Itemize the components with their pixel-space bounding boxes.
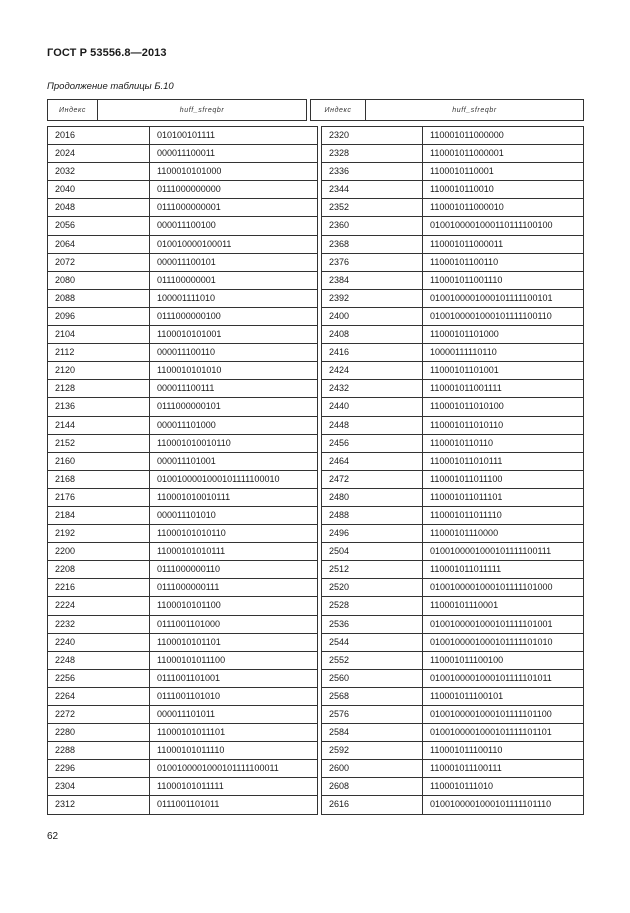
code-cell: 0100100001000101111100011: [150, 760, 318, 778]
index-cell: 2144: [48, 416, 150, 434]
code-cell: 110001011001111: [423, 380, 584, 398]
index-cell: 2288: [48, 742, 150, 760]
table-row: [48, 181, 584, 199]
table-row: [48, 289, 584, 307]
code-cell: 1100010101010: [150, 362, 318, 380]
table-row: [48, 127, 584, 145]
index-cell: 2296: [48, 760, 150, 778]
index-cell: 2152: [48, 434, 150, 452]
code-cell: 1100010110010: [423, 181, 584, 199]
index-cell: 2376: [322, 253, 423, 271]
index-cell: 2592: [322, 742, 423, 760]
table-row: [48, 217, 584, 235]
index-cell: 2224: [48, 597, 150, 615]
code-cell: 11000101011101: [150, 724, 318, 742]
code-cell: 11000101101000: [423, 326, 584, 344]
column-header-index-left: Индекс: [48, 100, 98, 121]
table-row: [48, 778, 584, 796]
index-cell: 2216: [48, 579, 150, 597]
table-row: [48, 579, 584, 597]
table-row: [48, 434, 584, 452]
table-row: [48, 307, 584, 325]
index-cell: 2264: [48, 687, 150, 705]
index-cell: 2120: [48, 362, 150, 380]
table-row: [48, 344, 584, 362]
index-cell: 2456: [322, 434, 423, 452]
index-cell: 2472: [322, 470, 423, 488]
index-cell: 2104: [48, 326, 150, 344]
index-cell: 2568: [322, 687, 423, 705]
index-cell: 2040: [48, 181, 150, 199]
index-cell: 2544: [322, 633, 423, 651]
code-cell: 110001011100100: [423, 651, 584, 669]
code-table: [47, 126, 584, 815]
table-row: [48, 543, 584, 561]
code-cell: 0111000000001: [150, 199, 318, 217]
code-cell: 1100010110110: [423, 434, 584, 452]
code-cell: 0100100001000101111100111: [423, 543, 584, 561]
code-cell: 110001011011111: [423, 561, 584, 579]
table-row: [48, 724, 584, 742]
code-cell: 0100100001000101111101100: [423, 706, 584, 724]
index-cell: 2280: [48, 724, 150, 742]
index-cell: 2136: [48, 398, 150, 416]
table-row: [48, 253, 584, 271]
table-row: [48, 235, 584, 253]
code-cell: 110001011011101: [423, 488, 584, 506]
index-cell: 2368: [322, 235, 423, 253]
index-cell: 2024: [48, 145, 150, 163]
code-cell: 11000101110000: [423, 525, 584, 543]
index-cell: 2016: [48, 127, 150, 145]
code-cell: 0111001101010: [150, 687, 318, 705]
code-cell: 000011100110: [150, 344, 318, 362]
column-header-code-right: huff_sfreqbr: [366, 100, 584, 121]
code-cell: 0111000000110: [150, 561, 318, 579]
table-row: [48, 633, 584, 651]
code-cell: 1100010101100: [150, 597, 318, 615]
table-row: [48, 488, 584, 506]
table-row: [48, 199, 584, 217]
code-cell: 0100100001000101111100010: [150, 470, 318, 488]
index-cell: 2520: [322, 579, 423, 597]
index-cell: 2352: [322, 199, 423, 217]
table-row: [48, 416, 584, 434]
table-row: [48, 506, 584, 524]
code-cell: 0100100001000101111101010: [423, 633, 584, 651]
document-title: ГОСТ Р 53556.8—2013: [47, 47, 167, 59]
index-cell: 2384: [322, 271, 423, 289]
index-cell: 2272: [48, 706, 150, 724]
table-row: [48, 742, 584, 760]
code-cell: 0111001101001: [150, 669, 318, 687]
index-cell: 2424: [322, 362, 423, 380]
index-cell: 2512: [322, 561, 423, 579]
index-cell: 2608: [322, 778, 423, 796]
code-cell: 0100100001000101111101110: [423, 796, 584, 814]
index-cell: 2208: [48, 561, 150, 579]
code-cell: 10000111110110: [423, 344, 584, 362]
code-cell: 110001011010100: [423, 398, 584, 416]
index-cell: 2528: [322, 597, 423, 615]
code-cell: 11000101011111: [150, 778, 318, 796]
index-cell: 2464: [322, 452, 423, 470]
index-cell: 2584: [322, 724, 423, 742]
code-cell: 110001011100101: [423, 687, 584, 705]
table-row: [48, 615, 584, 633]
code-cell: 110001010010110: [150, 434, 318, 452]
code-cell: 110001010010111: [150, 488, 318, 506]
code-cell: 000011101011: [150, 706, 318, 724]
index-cell: 2304: [48, 778, 150, 796]
code-cell: 0100100001000110111100100: [423, 217, 584, 235]
index-cell: 2048: [48, 199, 150, 217]
code-cell: 110001011000000: [423, 127, 584, 145]
table-row: [48, 687, 584, 705]
code-cell: 11000101110001: [423, 597, 584, 615]
code-cell: 100001111010: [150, 289, 318, 307]
table-row: [48, 145, 584, 163]
code-cell: 0111000000000: [150, 181, 318, 199]
index-cell: 2448: [322, 416, 423, 434]
table-row: [48, 651, 584, 669]
index-cell: 2616: [322, 796, 423, 814]
index-cell: 2088: [48, 289, 150, 307]
table-caption: Продолжение таблицы Б.10: [47, 81, 174, 92]
index-cell: 2536: [322, 615, 423, 633]
column-header-code-left: huff_sfreqbr: [98, 100, 307, 121]
code-cell: 1100010101101: [150, 633, 318, 651]
table-row: [48, 271, 584, 289]
code-cell: 110001011011110: [423, 506, 584, 524]
code-cell: 000011101001: [150, 452, 318, 470]
index-cell: 2176: [48, 488, 150, 506]
table-row: [48, 796, 584, 814]
index-cell: 2392: [322, 289, 423, 307]
code-cell: 11000101101001: [423, 362, 584, 380]
index-cell: 2360: [322, 217, 423, 235]
code-cell: 010100101111: [150, 127, 318, 145]
index-cell: 2600: [322, 760, 423, 778]
index-cell: 2504: [322, 543, 423, 561]
index-cell: 2488: [322, 506, 423, 524]
index-cell: 2576: [322, 706, 423, 724]
code-cell: 0100100001000101111100110: [423, 307, 584, 325]
index-cell: 2184: [48, 506, 150, 524]
index-cell: 2168: [48, 470, 150, 488]
code-cell: 0111001101000: [150, 615, 318, 633]
page-number: 62: [47, 831, 59, 842]
index-cell: 2408: [322, 326, 423, 344]
index-cell: 2232: [48, 615, 150, 633]
table-row: [48, 470, 584, 488]
code-cell: 1100010101000: [150, 163, 318, 181]
index-cell: 2256: [48, 669, 150, 687]
index-cell: 2552: [322, 651, 423, 669]
code-cell: 11000101010111: [150, 543, 318, 561]
code-cell: 000011101010: [150, 506, 318, 524]
code-cell: 0100100001000101111101000: [423, 579, 584, 597]
code-cell: 110001011100111: [423, 760, 584, 778]
code-cell: 010010000100011: [150, 235, 318, 253]
index-cell: 2096: [48, 307, 150, 325]
table-row: [48, 525, 584, 543]
index-cell: 2160: [48, 452, 150, 470]
table-header: [47, 99, 584, 121]
table-row: [48, 362, 584, 380]
index-cell: 2312: [48, 796, 150, 814]
table-row: [48, 561, 584, 579]
code-cell: 000011100100: [150, 217, 318, 235]
code-cell: 110001011000001: [423, 145, 584, 163]
code-cell: 110001011001110: [423, 271, 584, 289]
code-cell: 11000101010110: [150, 525, 318, 543]
index-cell: 2480: [322, 488, 423, 506]
index-cell: 2072: [48, 253, 150, 271]
index-cell: 2336: [322, 163, 423, 181]
code-cell: 11000101011100: [150, 651, 318, 669]
code-cell: 110001011000010: [423, 199, 584, 217]
code-cell: 0100100001000101111101001: [423, 615, 584, 633]
index-cell: 2560: [322, 669, 423, 687]
code-cell: 0111000000111: [150, 579, 318, 597]
code-cell: 110001011011100: [423, 470, 584, 488]
index-cell: 2440: [322, 398, 423, 416]
code-cell: 1100010101001: [150, 326, 318, 344]
table-row: [48, 398, 584, 416]
index-cell: 2328: [322, 145, 423, 163]
code-cell: 000011100111: [150, 380, 318, 398]
table-row: [48, 326, 584, 344]
index-cell: 2112: [48, 344, 150, 362]
table-row: [48, 669, 584, 687]
index-cell: 2200: [48, 543, 150, 561]
code-cell: 011100000001: [150, 271, 318, 289]
index-cell: 2432: [322, 380, 423, 398]
code-cell: 0100100001000101111101101: [423, 724, 584, 742]
code-cell: 110001011010111: [423, 452, 584, 470]
index-cell: 2240: [48, 633, 150, 651]
table-row: [48, 760, 584, 778]
table-row: [48, 597, 584, 615]
index-cell: 2400: [322, 307, 423, 325]
index-cell: 2496: [322, 525, 423, 543]
code-cell: 000011101000: [150, 416, 318, 434]
code-cell: 000011100011: [150, 145, 318, 163]
code-cell: 0100100001000101111100101: [423, 289, 584, 307]
index-cell: 2080: [48, 271, 150, 289]
index-cell: 2416: [322, 344, 423, 362]
code-cell: 11000101011110: [150, 742, 318, 760]
index-cell: 2320: [322, 127, 423, 145]
index-cell: 2248: [48, 651, 150, 669]
code-cell: 0111001101011: [150, 796, 318, 814]
code-cell: 110001011000011: [423, 235, 584, 253]
index-cell: 2128: [48, 380, 150, 398]
code-cell: 0100100001000101111101011: [423, 669, 584, 687]
index-cell: 2056: [48, 217, 150, 235]
table-row: [48, 452, 584, 470]
table-row: [48, 706, 584, 724]
code-cell: 1100010111010: [423, 778, 584, 796]
code-cell: 1100010110001: [423, 163, 584, 181]
index-cell: 2344: [322, 181, 423, 199]
table-row: [48, 380, 584, 398]
code-cell: 11000101100110: [423, 253, 584, 271]
table-row: [48, 163, 584, 181]
code-cell: 000011100101: [150, 253, 318, 271]
index-cell: 2064: [48, 235, 150, 253]
index-cell: 2032: [48, 163, 150, 181]
code-cell: 110001011100110: [423, 742, 584, 760]
code-cell: 110001011010110: [423, 416, 584, 434]
column-header-index-right: Индекс: [311, 100, 366, 121]
index-cell: 2192: [48, 525, 150, 543]
code-cell: 0111000000101: [150, 398, 318, 416]
code-cell: 0111000000100: [150, 307, 318, 325]
